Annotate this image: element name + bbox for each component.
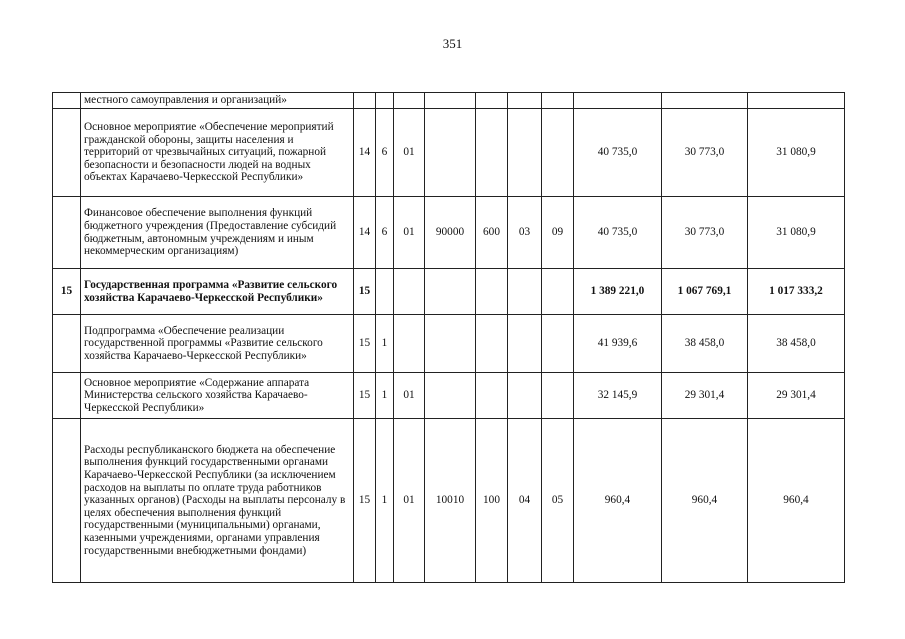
code-expense-type-cell	[476, 269, 508, 315]
code-subsection-cell	[542, 269, 574, 315]
amount-year1-cell: 1 389 221,0	[574, 269, 662, 315]
code-section-cell	[508, 109, 542, 197]
row-number-cell	[53, 419, 81, 583]
code-subsection-cell: 09	[542, 197, 574, 269]
row-number-cell	[53, 93, 81, 109]
code-subprogram-cell: 1	[376, 419, 394, 583]
row-number-cell: 15	[53, 269, 81, 315]
code-activity-cell	[394, 93, 425, 109]
code-section-cell	[508, 315, 542, 373]
amount-year3-cell	[748, 93, 845, 109]
code-program-cell	[354, 93, 376, 109]
amount-year1-cell: 41 939,6	[574, 315, 662, 373]
amount-year3-cell: 31 080,9	[748, 197, 845, 269]
code-expense-type-cell: 100	[476, 419, 508, 583]
item-name-cell: Финансовое обеспечение выполнения функций бюджетного учреждения (Предоставление субсидий бюджетным, автономным учреждениям и иным некоммерческим организациям)	[81, 197, 354, 269]
code-program-cell: 15	[354, 373, 376, 419]
code-direction-cell	[425, 269, 476, 315]
table-row	[53, 419, 845, 583]
code-expense-type-cell	[476, 373, 508, 419]
code-expense-type-cell	[476, 93, 508, 109]
code-subprogram-cell	[376, 269, 394, 315]
code-activity-cell	[394, 269, 425, 315]
code-section-cell	[508, 269, 542, 315]
table-row	[53, 269, 845, 315]
code-activity-cell: 01	[394, 109, 425, 197]
amount-year3-cell: 29 301,4	[748, 373, 845, 419]
item-name-cell: Расходы республиканского бюджета на обеспечение выполнения функций государственными органами Карачаево-Черкесской Республики (за исключением расходов на выплаты по оплате труда работников указанных органов) (Расходы на выплаты персоналу в целях обеспечения выполнения функций государственными (муниципальными) органами, казенными учреждениями, органами управления государственными внебюджетными фондами)	[81, 419, 354, 583]
code-expense-type-cell	[476, 315, 508, 373]
table-row	[53, 93, 845, 109]
code-section-cell: 04	[508, 419, 542, 583]
code-activity-cell: 01	[394, 197, 425, 269]
code-subprogram-cell: 1	[376, 315, 394, 373]
code-subprogram-cell: 1	[376, 373, 394, 419]
table-row	[53, 373, 845, 419]
code-direction-cell: 10010	[425, 419, 476, 583]
item-name-cell: Государственная программа «Развитие сельского хозяйства Карачаево-Черкесской Республики»	[81, 269, 354, 315]
amount-year1-cell: 32 145,9	[574, 373, 662, 419]
row-number-cell	[53, 109, 81, 197]
code-section-cell: 03	[508, 197, 542, 269]
code-program-cell: 15	[354, 269, 376, 315]
item-name-cell: местного самоуправления и организаций»	[81, 93, 354, 109]
item-name-cell: Основное мероприятие «Обеспечение мероприятий гражданской обороны, защиты населения и территорий от чрезвычайных ситуаций, пожарной безопасности и безопасности людей на водных объектах Карачаево-Черкесской Республики»	[81, 109, 354, 197]
row-number-cell	[53, 373, 81, 419]
code-subprogram-cell	[376, 93, 394, 109]
table-row	[53, 315, 845, 373]
amount-year3-cell: 1 017 333,2	[748, 269, 845, 315]
code-program-cell: 15	[354, 419, 376, 583]
code-subsection-cell	[542, 109, 574, 197]
amount-year2-cell: 1 067 769,1	[662, 269, 748, 315]
budget-table	[52, 92, 845, 583]
amount-year3-cell: 960,4	[748, 419, 845, 583]
amount-year2-cell: 29 301,4	[662, 373, 748, 419]
amount-year2-cell: 30 773,0	[662, 109, 748, 197]
code-section-cell	[508, 93, 542, 109]
table-row	[53, 197, 845, 269]
code-direction-cell: 90000	[425, 197, 476, 269]
amount-year1-cell: 40 735,0	[574, 109, 662, 197]
code-subsection-cell: 05	[542, 419, 574, 583]
code-direction-cell	[425, 93, 476, 109]
amount-year1-cell	[574, 93, 662, 109]
code-program-cell: 14	[354, 197, 376, 269]
item-name-cell: Подпрограмма «Обеспечение реализации государственной программы «Развитие сельского хозяйства Карачаево-Черкесской Республики»	[81, 315, 354, 373]
code-subprogram-cell: 6	[376, 109, 394, 197]
amount-year3-cell: 38 458,0	[748, 315, 845, 373]
page-number: 351	[442, 36, 463, 51]
amount-year2-cell	[662, 93, 748, 109]
code-direction-cell	[425, 315, 476, 373]
amount-year2-cell: 960,4	[662, 419, 748, 583]
code-expense-type-cell: 600	[476, 197, 508, 269]
code-expense-type-cell	[476, 109, 508, 197]
code-section-cell	[508, 373, 542, 419]
amount-year2-cell: 38 458,0	[662, 315, 748, 373]
code-subsection-cell	[542, 315, 574, 373]
code-program-cell: 15	[354, 315, 376, 373]
code-subsection-cell	[542, 93, 574, 109]
row-number-cell	[53, 197, 81, 269]
code-direction-cell	[425, 373, 476, 419]
amount-year2-cell: 30 773,0	[662, 197, 748, 269]
code-activity-cell: 01	[394, 373, 425, 419]
code-program-cell: 14	[354, 109, 376, 197]
code-subsection-cell	[542, 373, 574, 419]
amount-year3-cell: 31 080,9	[748, 109, 845, 197]
row-number-cell	[53, 315, 81, 373]
table-row	[53, 109, 845, 197]
amount-year1-cell: 40 735,0	[574, 197, 662, 269]
code-activity-cell	[394, 315, 425, 373]
item-name-cell: Основное мероприятие «Содержание аппарата Министерства сельского хозяйства Карачаево-Черкесской Республики»	[81, 373, 354, 419]
code-direction-cell	[425, 109, 476, 197]
amount-year1-cell: 960,4	[574, 419, 662, 583]
code-activity-cell: 01	[394, 419, 425, 583]
code-subprogram-cell: 6	[376, 197, 394, 269]
